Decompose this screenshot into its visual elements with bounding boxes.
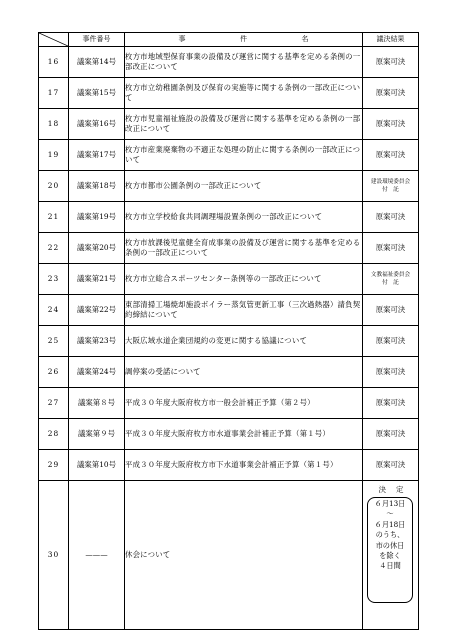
result-cell: 原案可決 [363,357,419,388]
table-row [39,47,419,78]
recess-period [367,499,413,572]
recess-period-line: ４日間 [379,561,401,571]
table-row [39,481,419,630]
table-row [39,171,419,202]
result-cell: 原案可決 [363,450,419,481]
row-number: 27 [39,388,69,419]
case-number: 議案第23号 [69,326,125,357]
case-number: 議案第20号 [69,233,125,264]
table-header-row [39,33,419,47]
result-cell: 原案可決 [363,326,419,357]
decision-label: 決定 [378,485,414,494]
case-title: 平成３０年度大阪府枚方市下水道事業会計補正予算（第１号） [125,450,363,481]
recess-period-line: ６月13日 [374,499,406,508]
case-title: 枚方市地域型保育事業の設備及び運営に関する基準を定める条例の一部改正について [125,47,363,78]
recess-period-line: ６月18日 [374,519,406,529]
table-row [39,326,419,357]
result-referral: 付 託 [382,187,399,193]
table-row [39,140,419,171]
diagonal-line [39,33,68,46]
case-number-empty: ——— [69,481,125,630]
result-cell: 原案可決 [363,388,419,419]
result-committee: 建設環境委員会 [370,179,411,185]
table-row [39,419,419,450]
case-number: 議案第15号 [69,78,125,109]
header-result: 議決結果 [363,33,419,47]
table-row [39,295,419,326]
row-number: 28 [39,419,69,450]
table-row [39,357,419,388]
agenda-table [38,32,419,630]
case-number: 議案第21号 [69,264,125,295]
result-committee: 文教福祉委員会 [370,272,411,278]
case-number: 議案第19号 [69,202,125,233]
table-row [39,233,419,264]
result-cell [363,171,419,202]
row-number: 24 [39,295,69,326]
table-row [39,202,419,233]
case-title: 枚方市児童福祉施設の設備及び運営に関する基準を定める条例の一部改正について [125,109,363,140]
header-case-number: 事件番号 [69,33,125,47]
table-row [39,388,419,419]
case-number: 議案第９号 [69,419,125,450]
case-title: 平成３０年度大阪府枚方市水道事業会計補正予算（第１号） [125,419,363,450]
result-cell: 原案可決 [363,419,419,450]
row-number: 26 [39,357,69,388]
row-number: 30 [39,481,69,630]
row-number: 29 [39,450,69,481]
row-number: 20 [39,171,69,202]
result-cell: 原案可決 [363,233,419,264]
table-row [39,78,419,109]
case-title: 枚方市立学校給食共同調理場設置条例の一部改正について [125,202,363,233]
case-number: 議案第14号 [69,47,125,78]
case-title: 東部清掃工場焼却施設ボイラー蒸気管更新工事（三次過熱器）請負契約締結について [125,295,363,326]
result-cell [363,264,419,295]
row-number: 21 [39,202,69,233]
row-number: 18 [39,109,69,140]
header-case-title-cell [125,33,363,47]
row-number: 16 [39,47,69,78]
row-number: 23 [39,264,69,295]
recess-period-line: 市の休日 [375,540,405,550]
table-row [39,109,419,140]
row-number: 17 [39,78,69,109]
result-cell: 原案可決 [363,47,419,78]
result-cell: 原案可決 [363,109,419,140]
case-number: 議案第22号 [69,295,125,326]
row-number: 19 [39,140,69,171]
case-number: 議案第18号 [69,171,125,202]
case-title: 枚方市都市公園条例の一部改正について [125,171,363,202]
table-row [39,264,419,295]
case-title: 枚方市産業廃棄物の不適正な処理の防止に関する条例の一部改正について [125,140,363,171]
result-cell: 原案可決 [363,295,419,326]
result-cell: 原案可決 [363,140,419,171]
case-title: 平成３０年度大阪府枚方市一般会計補正予算（第２号） [125,388,363,419]
row-number: 25 [39,326,69,357]
case-number: 議案第24号 [69,357,125,388]
header-number-cell [39,33,69,47]
case-number: 議案第16号 [69,109,125,140]
case-title: 枚方市放課後児童健全育成事業の設備及び運営に関する基準を定める条例の一部改正について [125,233,363,264]
case-title: 枚方市立幼稚園条例及び保育の実施等に関する条例の一部改正について [125,78,363,109]
row-number: 22 [39,233,69,264]
recess-period-line: のうち、 [375,530,405,540]
case-title: 枚方市立総合スポーツセンター条例等の一部改正について [125,264,363,295]
case-number: 議案第17号 [69,140,125,171]
table-row [39,450,419,481]
result-cell: 原案可決 [363,78,419,109]
case-title: 調停案の受諾について [125,357,363,388]
header-case-title: 事件名 [178,35,309,43]
case-title: 休会について [125,481,363,630]
result-referral: 付 託 [382,280,399,286]
case-number: 議案第８号 [69,388,125,419]
case-title: 大阪広域水道企業団規約の変更に関する協議について [125,326,363,357]
recess-period-line: 〜 [386,509,394,519]
decision-cell [363,481,419,630]
recess-period-line: を除く [379,551,401,561]
case-number: 議案第10号 [69,450,125,481]
result-cell: 原案可決 [363,202,419,233]
